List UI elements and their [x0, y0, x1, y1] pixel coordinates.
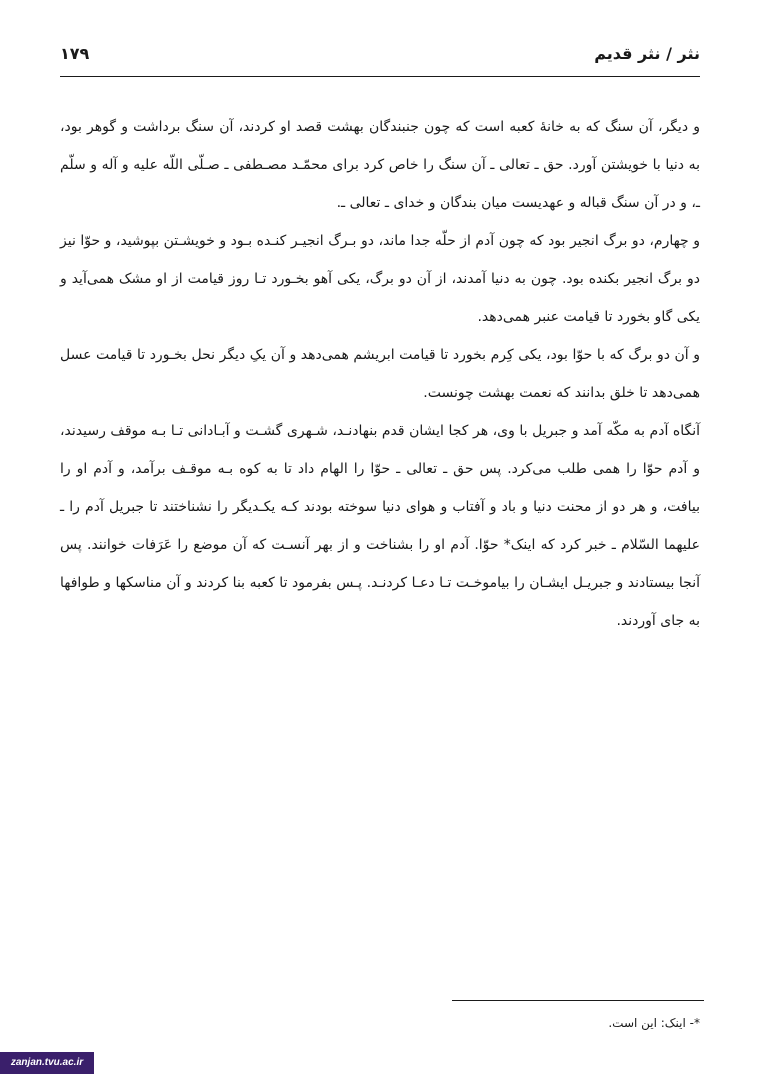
running-title: نثر / نثر قدیم: [594, 44, 700, 63]
site-watermark: zanjan.tvu.ac.ir: [0, 1052, 94, 1074]
page-number: ۱۷۹: [60, 44, 90, 63]
paragraph: و چهارم، دو برگ انجیر بود که چون آدم از حلّه جدا ماند، دو بـرگ انجیـر کنـده بـود و خویشـتن بپوشید، و حوّا نیز دو برگ انجیر بکنده بود. چون به دنیا آمدند، از آن دو برگ، یکی آهو بخـورد تـا روز قیامت از او مشک همی‌آید و یکی گاو بخورد تا قیامت عنبر همی‌دهد.: [60, 233, 700, 325]
body-text: [60, 108, 700, 640]
page-header: [60, 40, 700, 77]
paragraph: و آن دو برگ که با حوّا بود، یکی کِرم بخورد تا قیامت ابریشم همی‌دهد و آن یکِ دیگر نحل بخـورد تا قیامت عسل همی‌دهد تا خلق بدانند که نعمت بهشت چونست.: [60, 347, 700, 401]
footnote: *- اینک: این است.: [608, 1016, 700, 1030]
footnote-divider: [452, 1000, 704, 1001]
paragraph: آنگاه آدم به مکّه آمد و جبریل با وی، هر کجا ایشان قدم بنهادنـد، شـهری گشـت و آبـادانی تـا بـه موقف رسیدند، و آدم حوّا را همی طلب می‌کرد. پس حق ـ تعالی ـ حوّا را الهام داد تا به کوه بـه موقـف برآمد، و آدم او را بیافت، و هر دو از محنت دنیا و باد و آفتاب و هوای دنیا سوخته بودند کـه یکـدیگر را نشناختند تا جبریل آدم را ـ علیهما السّلام ـ خبر کرد که اینک* حوّا. آدم او را بشناخت و از بهر آنسـت که آن موضع را عَرَفات خوانند. پس آنجا بیستادند و جبریـل ایشـان را بیاموخـت تـا دعـا کردنـد. پـس بفرمود تا کعبه بنا کردند و آن مناسکها و طوافها به جای آوردند.: [60, 423, 700, 629]
paragraph: و دیگر، آن سنگ که به خانهٔ کعبه است که چون جنبندگان بهشت قصد او کردند، آن سنگ برداشت و گوهر بود، به دنیا با خویشتن آورد. حق ـ تعالی ـ آن سنگ را خاص کرد برای محمّـد مصـطفی ـ صـلّی اللّه علیه و آله و سلّم ـ، و در آن سنگ قباله و عهدیست میان بندگان و خدای ـ تعالی ـ.: [60, 119, 700, 211]
